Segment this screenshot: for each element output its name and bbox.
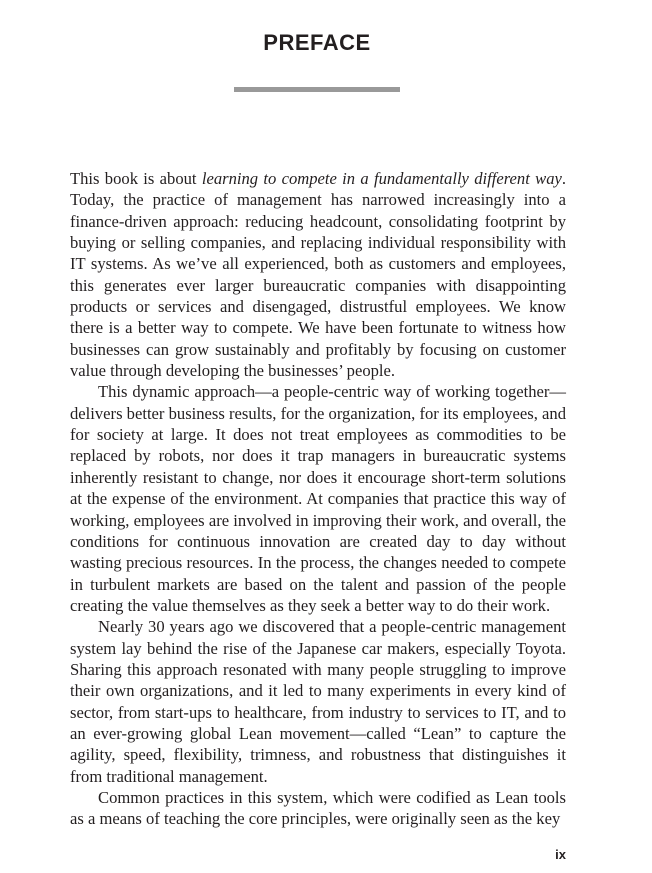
page-title: PREFACE: [263, 30, 371, 55]
paragraph-1: [70, 168, 566, 381]
paragraph-4: Common practices in this system, which were codified as Lean tools as a means of teaching the core principles, were originally seen as the key: [70, 787, 566, 829]
paragraph-2: This dynamic approach—a people-centric way of working together—delivers better business results, for the organization, for its employees, and for society at large. It does not treat employees as commodities to be replaced by robots, nor does it trap managers in bureaucratic systems inherently resistant to change, nor does it encourage short-term solutions at the expense of the environment. At companies that practice this way of working, employees are involved in improving their work, and overall, the conditions for continuous innovation are created day to day without wasting precious resources. In the process, the changes needed to compete in turbulent markets are based on the talent and passion of the people creating the value themselves as they seek a better way to do their work.: [70, 382, 566, 615]
page-number: ix: [555, 847, 566, 862]
paragraph-3: Nearly 30 years ago we discovered that a people-centric management system lay behind the rise of the Japanese car makers, especially Toyota. Sharing this approach resonated with many people struggling to improve their own organizations, and it led to many experiments in every kind of sector, from start-ups to healthcare, from industry to services to IT, and to an ever-growing global Lean movement—called “Lean” to capture the agility, speed, flexibility, trimness, and robustness that distinguishes it from traditional management.: [70, 617, 566, 786]
paragraph-1-lead: This book is about: [70, 169, 202, 188]
paragraph-1-emphasis: learning to compete in a fundamentally different way: [201, 169, 562, 188]
title-divider-rule: [234, 87, 400, 92]
paragraph-1-rest: . Today, the practice of management has narrowed increasingly into a finance-driven approach: reducing headcount, consolidating footprint by buying or selling companies, and replacing individual responsibility with IT systems. As we’ve all experienced, both as customers and employees, this generates ever larger bureaucratic companies with disappointing products or services and disengaged, distrustful employees. We know there is a better way to compete. We have been fortunate to witness how businesses can grow sustainably and profitably by focusing on customer value through developing the businesses’ people.: [70, 169, 567, 381]
body-text: [70, 168, 566, 830]
